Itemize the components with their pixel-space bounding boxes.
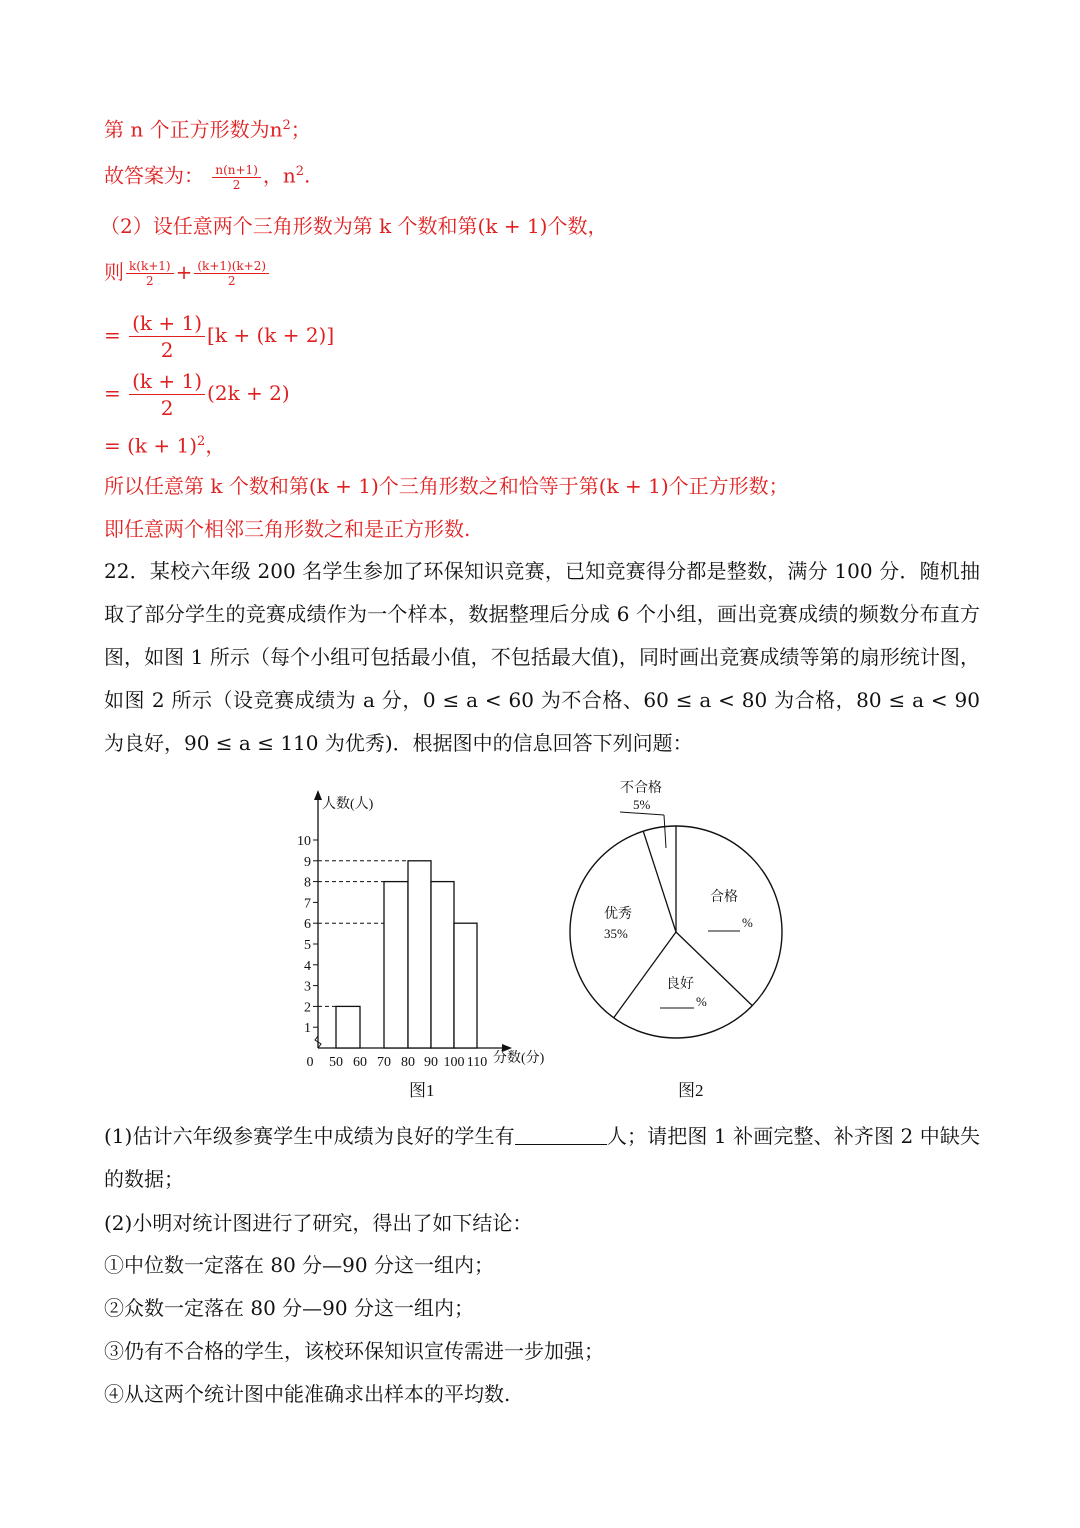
conclusion-1: ①中位数一定落在 80 分—90 分这一组内；: [104, 1253, 494, 1277]
slice-label-he-ge: 合格: [710, 890, 738, 905]
solution-text: 第 n 个正方形数为n: [104, 117, 283, 142]
question-1-text: (1)估计六年级参赛学生中成绩为良好的学生有: [104, 1124, 515, 1148]
solution-text: .: [304, 163, 311, 188]
slice-label-liang-hao: 良好: [666, 977, 694, 992]
solution-text: [k + (k + 2)]: [207, 323, 335, 347]
y-tick-label: 5: [304, 938, 311, 953]
answer-blank[interactable]: [515, 1124, 607, 1145]
figure-2-caption: 图2: [678, 1081, 704, 1100]
histogram-bar: [408, 861, 431, 1048]
histogram-bar: [336, 1006, 360, 1048]
slice-value-liang-hao: %: [696, 994, 707, 1009]
question-22-text: 22．某校六年级 200 名学生参加了环保知识竞赛，已知竞赛得分都是整数，满分 100 分．随机抽取了部分学生的竞赛成绩作为一个样本，数据整理后分成 6 个小组，画出竞赛成绩的频数分布直方图，如图 1 所示（每个小组可包括最小值，不包括最大值)，同时画出竞赛成绩等第的扇形统计图，如图 2 所示（设竞赛成绩为 a 分，0 ≤ a < 60 为不合格、60 ≤ a < 80 为合格，80 ≤ a < 90 为良好，90 ≤ a ≤ 110 为优秀)．根据图中的信息回答下列问题：: [104, 559, 980, 755]
solution-text: 故答案为：: [104, 163, 204, 188]
solution-line-1: [104, 112, 311, 144]
leader-line: [664, 815, 666, 848]
solution-text: (2k + 2): [207, 381, 290, 405]
solution-text: ；: [290, 117, 311, 142]
fraction-numerator: (k + 1): [129, 310, 205, 337]
solution-line-3: （2）设任意两个三角形数为第 k 个数和第(k + 1)个数，: [100, 214, 608, 238]
solution-line-7: [104, 428, 225, 460]
histogram-bar: [431, 882, 454, 1048]
fraction: [129, 310, 205, 363]
solution-line-8: 所以任意第 k 个数和第(k + 1)个三角形数之和恰等于第(k + 1)个正方形数；: [104, 474, 789, 498]
y-tick-label: 4: [304, 958, 311, 974]
plus-sign: +: [175, 260, 193, 284]
histogram-bar: [384, 882, 408, 1048]
fraction-denominator: 2: [227, 274, 236, 288]
solution-text: = (k + 1): [104, 433, 198, 458]
x-tick-label: 100: [443, 1055, 465, 1070]
conclusion-4: ④从这两个统计图中能准确求出样本的平均数.: [104, 1382, 511, 1406]
question-1: [104, 1115, 980, 1201]
fraction-denominator: 2: [160, 338, 174, 362]
solution-line-9: 即任意两个相邻三角形数之和是正方形数.: [104, 517, 471, 541]
exponent: 2: [295, 164, 305, 179]
x-tick-label: 70: [377, 1055, 391, 1070]
x-tick-label: 50: [329, 1055, 343, 1070]
y-tick-label: 1: [304, 1021, 311, 1037]
y-tick-label: 8: [304, 875, 311, 891]
y-tick-label: 3: [304, 979, 311, 995]
equals-sign: =: [104, 323, 121, 347]
pie-figure-2: [570, 779, 782, 1100]
fraction-denominator: 2: [160, 396, 174, 420]
slice-value-he-ge: %: [742, 915, 753, 930]
slice-value-you-xiu: 35%: [604, 926, 628, 941]
histogram-figure-1: [297, 790, 545, 1100]
slice-label-you-xiu: 优秀: [604, 907, 632, 922]
fraction-numerator: (k+1)(k+2): [194, 259, 269, 274]
figure-1-caption: 图1: [409, 1081, 435, 1100]
pie-slice-boundary: [614, 932, 676, 1018]
slice-label-bu-he-ge: 不合格: [620, 781, 662, 796]
y-tick-label: 9: [304, 854, 311, 870]
exponent: 2: [197, 434, 206, 449]
question-2: (2)小明对统计图进行了研究，得出了如下结论：: [104, 1211, 533, 1235]
fraction-numerator: (k + 1): [129, 368, 205, 395]
y-tick-label: 6: [304, 917, 311, 933]
y-axis-arrow-icon: [314, 790, 322, 800]
y-axis-label: 人数(人): [322, 797, 374, 812]
pie-slice-boundary: [676, 932, 752, 1006]
x-tick-label: 110: [466, 1055, 488, 1070]
pie-slice-boundary: [643, 831, 676, 932]
x-tick-label: 0: [306, 1055, 314, 1070]
fraction-denominator: 2: [232, 177, 241, 192]
solution-line-2: [104, 158, 310, 192]
y-tick-label: 7: [304, 896, 311, 912]
x-tick-label: 80: [401, 1055, 415, 1070]
leader-line: [620, 812, 664, 815]
solution-line-5: [104, 310, 334, 363]
fraction-numerator: k(k+1): [126, 259, 174, 274]
fraction: [129, 368, 205, 421]
solution-text: ，: [205, 433, 226, 458]
fraction: [212, 163, 261, 192]
exponent: 2: [282, 118, 291, 133]
histogram-bar: [454, 923, 477, 1048]
solution-text: ，n: [262, 163, 296, 188]
fraction-denominator: 2: [145, 274, 154, 288]
slice-value-bu-he-ge: 5%: [633, 797, 651, 812]
solution-line-6: [104, 368, 290, 421]
equals-sign: =: [104, 381, 121, 405]
figures: [0, 770, 1080, 1110]
x-axis-label: 分数(分): [493, 1051, 545, 1066]
question-1-text: 人；请把图 1 补画完整、补齐图 2 中缺失的数据；: [104, 1124, 980, 1191]
y-tick-label: 2: [304, 1000, 311, 1016]
y-tick-label: 10: [297, 834, 311, 849]
conclusion-3: ③仍有不合格的学生，该校环保知识宣传需进一步加强；: [104, 1339, 604, 1363]
solution-text: 则: [104, 260, 124, 284]
fraction: [194, 259, 269, 288]
x-tick-label: 90: [424, 1055, 438, 1070]
solution-line-4: [104, 258, 271, 288]
fraction-numerator: n(n+1): [212, 163, 261, 178]
x-tick-label: 60: [353, 1055, 367, 1070]
conclusion-2: ②众数一定落在 80 分—90 分这一组内；: [104, 1296, 474, 1320]
fraction: [126, 259, 174, 288]
